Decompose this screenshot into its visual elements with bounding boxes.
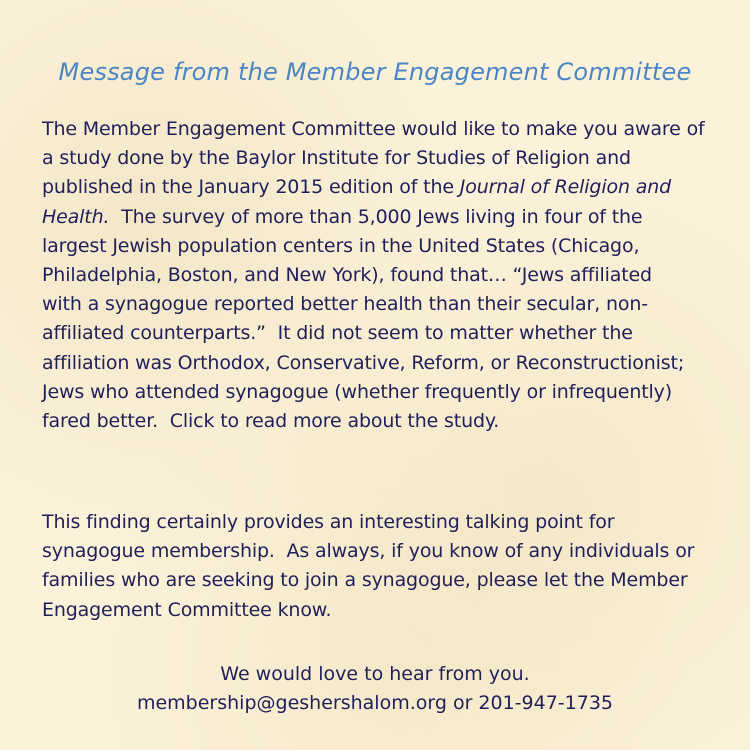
study-line-6: Philadelphia, Boston, and New York), found that… “Jews affiliated bbox=[42, 264, 652, 287]
contact-invitation: We would love to hear from you. bbox=[220, 663, 530, 685]
study-line-7: with a synagogue reported better health than their secular, non- bbox=[42, 293, 648, 316]
study-line-3-text: published in the January 2015 edition of the bbox=[42, 176, 460, 199]
study-line-8: affiliated counterparts.” It did not seem to matter whether the bbox=[42, 322, 633, 345]
study-line-4 bbox=[42, 203, 738, 232]
journal-title-part-1: Journal of Religion and bbox=[459, 176, 672, 199]
study-line-4-text: The survey of more than 5,000 Jews living in four of the bbox=[109, 205, 643, 228]
study-paragraph bbox=[42, 115, 738, 436]
page-title: Message from the Member Engagement Committee bbox=[58, 58, 692, 86]
membership-paragraph bbox=[42, 508, 738, 625]
membership-line-3: families who are seeking to join a synagogue, please let the Member bbox=[42, 569, 688, 592]
phone-number: 201-947-1735 bbox=[478, 692, 614, 714]
study-line-3 bbox=[42, 173, 738, 202]
study-line-11 bbox=[42, 407, 738, 436]
read-more-link[interactable]: Click to read more about the study. bbox=[169, 410, 500, 433]
journal-title-part-2: Health. bbox=[42, 205, 110, 228]
contact-separator: or bbox=[446, 692, 479, 714]
study-line-11-text: fared better. bbox=[42, 410, 170, 433]
study-line-10: Jews who attended synagogue (whether frequently or infrequently) bbox=[42, 380, 673, 403]
study-line-5: largest Jewish population centers in the United States (Chicago, bbox=[42, 234, 640, 257]
study-line-2: a study done by the Baylor Institute for Studies of Religion and bbox=[42, 147, 631, 170]
contact-footer bbox=[0, 660, 750, 718]
membership-line-4: Engagement Committee know. bbox=[42, 598, 332, 621]
study-line-1: The Member Engagement Committee would like to make you aware of bbox=[42, 118, 705, 140]
membership-line-2: synagogue membership. As always, if you know of any individuals or bbox=[42, 540, 695, 563]
email-link[interactable]: membership@geshershalom.org bbox=[136, 692, 447, 714]
contact-details bbox=[0, 689, 750, 718]
study-line-9: affiliation was Orthodox, Conservative, Reform, or Reconstructionist; bbox=[42, 351, 685, 374]
membership-line-1: This finding certainly provides an interesting talking point for bbox=[42, 511, 615, 533]
